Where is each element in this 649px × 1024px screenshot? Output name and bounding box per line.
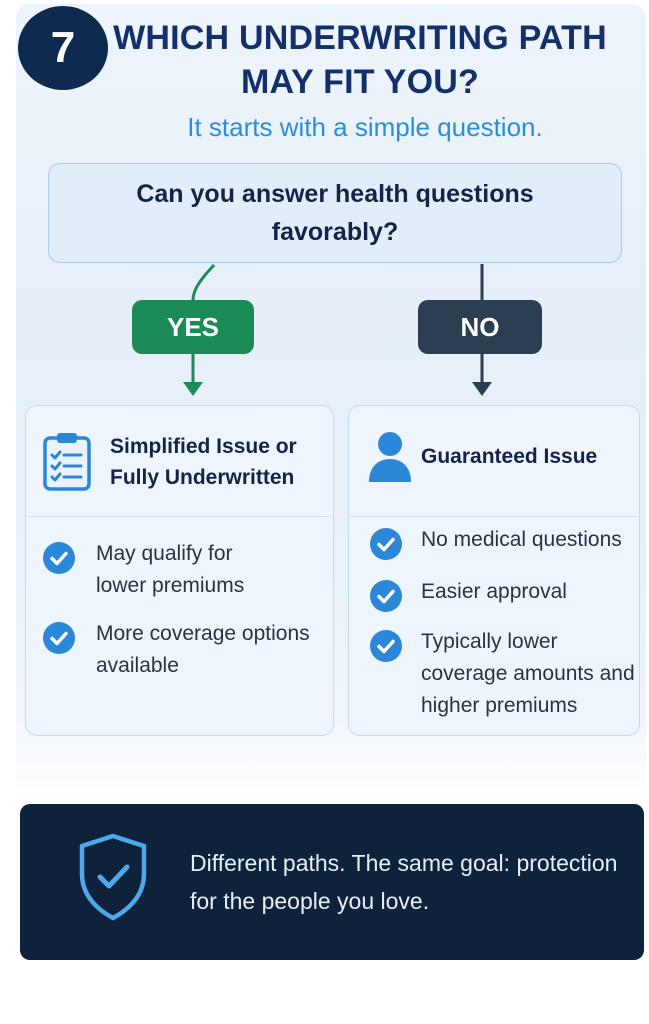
list-item-text: Easier approval — [421, 580, 567, 603]
yes-arrow-head — [183, 382, 203, 396]
list-item-text: Typically lower coverage amounts and higher premiums — [421, 630, 635, 717]
simplified-issue-card — [25, 405, 334, 736]
question-text: Can you answer health questions favorably? — [136, 180, 534, 246]
page-title: WHICH UNDERWRITING PATH MAY FIT YOU? — [113, 19, 607, 101]
closing-banner — [20, 804, 644, 960]
guaranteed-issue-card — [348, 405, 640, 736]
check-circle-icon — [369, 629, 403, 663]
clipboard-checklist-icon — [42, 430, 92, 492]
check-circle-icon — [42, 541, 76, 575]
list-item — [369, 626, 636, 722]
yes-label: YES — [132, 300, 254, 354]
check-circle-icon — [42, 621, 76, 655]
list-item-text: No medical questions — [421, 528, 622, 551]
banner-text: Different paths. The same goal: protection for the people you love. — [190, 850, 618, 914]
page-subtitle: It starts with a simple question. — [187, 112, 543, 142]
check-circle-icon — [369, 527, 403, 561]
option-header — [26, 406, 333, 517]
no-arrow-head — [472, 382, 492, 396]
shield-check-icon — [76, 832, 150, 922]
list-item — [42, 618, 331, 682]
step-number-badge: 7 — [18, 6, 108, 90]
yes-connector-line — [193, 265, 214, 300]
option-title: Guaranteed Issue — [421, 445, 598, 468]
list-item-text: May qualify for lower premiums — [96, 542, 245, 597]
list-item — [369, 524, 643, 561]
no-label: NO — [418, 300, 542, 354]
list-item — [369, 576, 643, 613]
list-item-text: More coverage options available — [96, 622, 310, 677]
list-item — [42, 538, 271, 602]
person-icon — [367, 430, 413, 484]
question-box — [48, 163, 622, 263]
check-circle-icon — [369, 579, 403, 613]
option-title: Simplified Issue or Fully Underwritten — [110, 435, 297, 489]
option-header — [349, 406, 639, 517]
